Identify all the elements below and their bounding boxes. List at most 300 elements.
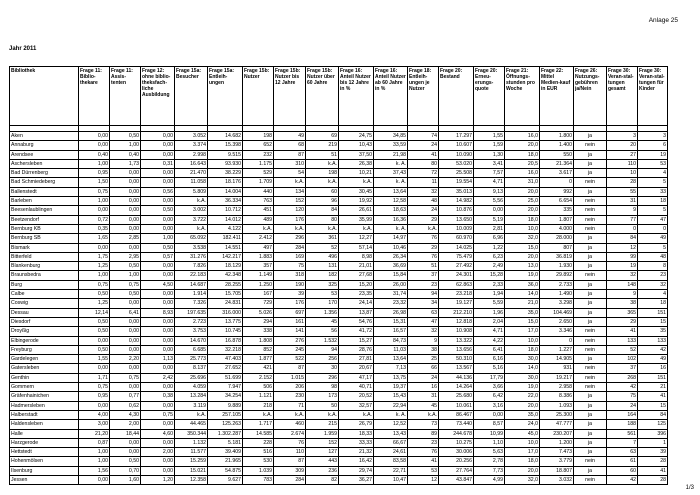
table-row: [10, 280, 668, 289]
table-cell: 0,62: [110, 401, 141, 410]
table-cell: 152: [274, 197, 306, 206]
table-cell: 15: [638, 317, 668, 326]
table-cell: 219: [306, 141, 339, 150]
table-cell: 365: [607, 308, 638, 317]
table-cell: 1,59: [474, 141, 505, 150]
table-cell: 0,00: [474, 410, 505, 419]
table-cell: 2.998: [175, 150, 208, 159]
table-cell: 0,00: [141, 336, 175, 345]
table-cell: 0,00: [110, 448, 141, 457]
table-cell: 30,0: [505, 373, 540, 382]
table-cell: 1,20: [141, 475, 175, 484]
page-number: 1/3: [685, 485, 694, 491]
table-cell: ja: [574, 448, 607, 457]
table-row: [10, 141, 668, 150]
table-cell: 9,13: [474, 187, 505, 196]
table-cell: 1,00: [110, 271, 141, 280]
table-cell: 73.440: [439, 420, 474, 429]
table-cell: 19.217: [540, 373, 574, 382]
table-cell: 47,17: [339, 373, 374, 382]
table-cell: k. A.: [374, 224, 408, 233]
table-cell: 80: [408, 159, 439, 168]
table-cell: 516: [243, 448, 274, 457]
table-cell: 0,00: [110, 317, 141, 326]
table-cell: 0,50: [110, 132, 141, 141]
table-cell: 18.176: [208, 178, 243, 187]
table-cell: 23.218: [439, 290, 474, 299]
table-cell: 1.532: [306, 336, 339, 345]
table-cell: 18,0: [505, 150, 540, 159]
table-cell: 29: [408, 243, 439, 252]
table-cell: 1.175: [243, 159, 274, 168]
library-statistics-table: [9, 66, 668, 485]
table-cell: 1.877: [243, 355, 274, 364]
table-cell: 318: [274, 271, 306, 280]
table-cell: 4: [638, 290, 668, 299]
table-cell: 0,00: [110, 197, 141, 206]
table-cell: 0,50: [110, 290, 141, 299]
table-cell: ja: [574, 290, 607, 299]
table-cell: 0,00: [79, 141, 110, 150]
header-row: [10, 67, 668, 126]
table-cell: k.A.: [243, 224, 274, 233]
table-cell: 86.467: [439, 410, 474, 419]
table-row: [10, 178, 668, 187]
library-name-cell: Halberstadt: [10, 410, 79, 419]
table-cell: 0,70: [110, 466, 141, 475]
table-cell: 36,0: [505, 280, 540, 289]
table-cell: ja: [574, 410, 607, 419]
table-cell: 0,00: [141, 150, 175, 159]
table-cell: 0,56: [141, 187, 175, 196]
table-cell: 32,0: [505, 475, 540, 484]
table-cell: 2,04: [474, 317, 505, 326]
table-cell: 20,0: [505, 141, 540, 150]
table-cell: 0,00: [110, 243, 141, 252]
header-cell: Frage 30: Veran-stal-tungen gesamt: [607, 67, 638, 126]
table-cell: 522: [274, 355, 306, 364]
table-cell: 3.374: [175, 141, 208, 150]
table-cell: ja: [574, 392, 607, 401]
table-cell: 3.346: [540, 327, 574, 336]
table-cell: 6: [638, 141, 668, 150]
table-cell: 14,97: [374, 234, 408, 243]
year-label: Jahr 2011: [9, 46, 37, 52]
table-cell: ja: [574, 355, 607, 364]
table-cell: 54.875: [208, 466, 243, 475]
table-cell: 27,68: [339, 271, 374, 280]
header-cell: Frage 11: Biblio-thekare: [79, 67, 110, 126]
library-name-cell: Bad Dürrenberg: [10, 169, 79, 178]
table-cell: nein: [574, 383, 607, 392]
table-cell: 21,01: [339, 262, 374, 271]
table-cell: 21.470: [175, 169, 208, 178]
table-cell: 49: [638, 355, 668, 364]
table-cell: 1,71: [79, 373, 110, 382]
table-cell: 17,0: [505, 448, 540, 457]
table-cell: 0,95: [79, 392, 110, 401]
table-cell: 1,65: [79, 234, 110, 243]
table-cell: 37: [408, 271, 439, 280]
table-cell: 0,50: [141, 206, 175, 215]
table-cell: 43.847: [439, 475, 474, 484]
table-cell: 15.021: [175, 466, 208, 475]
table-cell: 48: [638, 252, 668, 261]
table-cell: 4,50: [141, 280, 175, 289]
table-cell: 55: [607, 187, 638, 196]
table-cell: 34.254: [208, 392, 243, 401]
table-cell: 66,67: [374, 438, 408, 447]
table-cell: ja: [574, 150, 607, 159]
table-cell: 36.819: [540, 252, 574, 261]
table-cell: nein: [574, 215, 607, 224]
table-cell: 1,55: [79, 355, 110, 364]
table-cell: 0,00: [141, 141, 175, 150]
table-cell: 27,81: [339, 355, 374, 364]
table-cell: 2.674: [274, 429, 306, 438]
table-cell: 12.818: [439, 317, 474, 326]
table-cell: 120: [274, 206, 306, 215]
header-cell: Frage 20: Erneu-erungs-quote: [474, 67, 505, 126]
header-cell: Frage 12: ohne biblio-theksfach-liche Ausbildung: [141, 67, 175, 126]
table-cell: 151: [638, 373, 668, 382]
table-cell: 33,33: [339, 438, 374, 447]
table-cell: 1.807: [540, 215, 574, 224]
table-cell: 89: [408, 429, 439, 438]
table-cell: 530: [243, 457, 274, 466]
table-cell: 4,30: [110, 410, 141, 419]
table-cell: 29: [607, 317, 638, 326]
table-row: [10, 448, 668, 457]
table-cell: 84: [306, 206, 339, 215]
table-cell: 1,00: [141, 234, 175, 243]
table-cell: 0,00: [79, 475, 110, 484]
table-cell: 31,74: [374, 290, 408, 299]
table-cell: 27: [607, 150, 638, 159]
table-cell: 2,33: [474, 280, 505, 289]
table-cell: k.A.: [306, 159, 339, 168]
table-cell: 142.217: [208, 252, 243, 261]
table-cell: 1.808: [243, 336, 274, 345]
table-cell: nein: [574, 345, 607, 354]
table-cell: 7.473: [540, 448, 574, 457]
table-cell: 8,93: [141, 308, 175, 317]
table-cell: 10.607: [439, 141, 474, 150]
table-cell: 335: [540, 206, 574, 215]
table-cell: ja: [574, 308, 607, 317]
table-cell: k.A.: [408, 410, 439, 419]
header-cell: Frage 11: Assis-tenten: [110, 67, 141, 126]
table-cell: 24,14: [339, 299, 374, 308]
table-cell: k.A.: [274, 224, 306, 233]
table-cell: 98: [306, 383, 339, 392]
table-cell: 93.930: [208, 159, 243, 168]
table-cell: 13,64: [374, 187, 408, 196]
table-cell: 0,95: [79, 169, 110, 178]
table-cell: 14.670: [175, 336, 208, 345]
table-cell: 39: [638, 448, 668, 457]
table-cell: ja: [574, 280, 607, 289]
table-cell: 0,31: [141, 159, 175, 168]
table-cell: 14.004: [208, 187, 243, 196]
table-cell: 31,0: [505, 178, 540, 187]
table-cell: 54,76: [339, 317, 374, 326]
table-cell: 32: [607, 271, 638, 280]
table-cell: 3.617: [540, 169, 574, 178]
table-cell: 39.409: [208, 448, 243, 457]
table-cell: 87: [274, 364, 306, 373]
table-cell: 276: [274, 336, 306, 345]
table-cell: 357: [243, 262, 274, 271]
table-cell: 24: [408, 141, 439, 150]
table-cell: 27.492: [439, 262, 474, 271]
table-cell: 56: [306, 327, 339, 336]
table-row: [10, 429, 668, 438]
table-cell: 0,00: [141, 327, 175, 336]
table-cell: 0,50: [79, 345, 110, 354]
table-row: [10, 224, 668, 233]
library-name-cell: Bad Schmiedeberg: [10, 178, 79, 187]
library-name-cell: Beesenlaublingen: [10, 206, 79, 215]
table-cell: 42.348: [208, 271, 243, 280]
table-cell: 0,00: [110, 336, 141, 345]
table-cell: 10,43: [339, 141, 374, 150]
table-row: [10, 150, 668, 159]
table-cell: 96: [306, 197, 339, 206]
table-cell: k.A.: [339, 224, 374, 233]
table-cell: 32: [408, 187, 439, 196]
table-cell: 8,98: [339, 252, 374, 261]
table-cell: 76: [408, 234, 439, 243]
table-row: [10, 187, 668, 196]
table-cell: 0: [607, 224, 638, 233]
table-cell: 102: [607, 355, 638, 364]
table-cell: 1,75: [79, 252, 110, 261]
table-cell: 125.263: [208, 420, 243, 429]
table-cell: ja: [574, 466, 607, 475]
table-cell: 76: [408, 448, 439, 457]
table-cell: 8,57: [474, 420, 505, 429]
table-cell: 28.255: [208, 280, 243, 289]
library-name-cell: Bitterfeld: [10, 252, 79, 261]
library-name-cell: Halle: [10, 429, 79, 438]
table-cell: 38: [607, 299, 638, 308]
table-cell: ja: [574, 401, 607, 410]
table-cell: 1.250: [243, 280, 274, 289]
table-cell: 2.650: [540, 317, 574, 326]
table-cell: 16,36: [374, 215, 408, 224]
table-cell: 47: [638, 215, 668, 224]
table-cell: 14.905: [540, 355, 574, 364]
table-cell: 20,0: [505, 466, 540, 475]
table-cell: 0,00: [141, 262, 175, 271]
table-cell: 1.200: [540, 438, 574, 447]
table-cell: 1,25: [79, 262, 110, 271]
table-cell: 23,35: [339, 290, 374, 299]
table-cell: 2.152: [243, 373, 274, 382]
table-cell: ja: [574, 159, 607, 168]
table-cell: 23: [408, 438, 439, 447]
table-cell: 69: [306, 132, 339, 141]
table-cell: 16: [638, 364, 668, 373]
table-cell: 12,14: [79, 308, 110, 317]
table-cell: 33: [638, 187, 668, 196]
table-cell: 131: [306, 262, 339, 271]
table-cell: 13.656: [439, 345, 474, 354]
table-cell: 256: [306, 355, 339, 364]
table-row: [10, 373, 668, 382]
table-row: [10, 401, 668, 410]
table-cell: 134: [274, 187, 306, 196]
table-cell: 4,00: [79, 410, 110, 419]
table-cell: 1.356: [306, 308, 339, 317]
table-cell: 1.400: [540, 141, 574, 150]
table-cell: 32,57: [339, 401, 374, 410]
library-name-cell: Hohenmölsen: [10, 457, 79, 466]
table-cell: 10,99: [474, 429, 505, 438]
table-cell: 5,16: [474, 364, 505, 373]
library-name-cell: Haldensleben: [10, 420, 79, 429]
table-cell: 6.654: [540, 197, 574, 206]
table-cell: 42: [607, 383, 638, 392]
table-cell: 529: [243, 169, 274, 178]
table-cell: 25: [408, 355, 439, 364]
table-cell: 7,73: [474, 466, 505, 475]
table-cell: 9: [607, 290, 638, 299]
table-cell: 310: [274, 159, 306, 168]
table-cell: 7,57: [474, 169, 505, 178]
table-cell: 5,19: [474, 215, 505, 224]
table-row: [10, 262, 668, 271]
table-cell: 1.039: [243, 466, 274, 475]
table-cell: 1.717: [243, 420, 274, 429]
table-cell: 35.013: [439, 187, 474, 196]
table-cell: 29.892: [540, 271, 574, 280]
table-cell: 110: [607, 159, 638, 168]
table-cell: 1.093: [540, 401, 574, 410]
table-cell: 18,0: [505, 215, 540, 224]
table-cell: 12,27: [339, 234, 374, 243]
table-cell: 151: [638, 308, 668, 317]
table-cell: 0,00: [110, 364, 141, 373]
table-cell: 3.052: [175, 132, 208, 141]
table-cell: 20.256: [439, 457, 474, 466]
header-cell: Frage 16: Anteil Nutzer ab 60 Jahre in %: [374, 67, 408, 126]
table-cell: 9: [408, 336, 439, 345]
table-cell: 506: [243, 383, 274, 392]
table-cell: 0,40: [110, 150, 141, 159]
table-cell: 188: [607, 420, 638, 429]
header-cell: Frage 15b: Nutzer: [243, 67, 274, 126]
table-cell: 32: [408, 327, 439, 336]
table-cell: 152: [306, 438, 339, 447]
table-cell: 19: [638, 150, 668, 159]
table-cell: 0,00: [141, 290, 175, 299]
header-cell: Frage 20: Bestand: [439, 67, 474, 126]
table-cell: 13.650: [439, 215, 474, 224]
table-cell: 0,75: [79, 280, 110, 289]
table-cell: 15,0: [505, 243, 540, 252]
table-cell: 29: [408, 215, 439, 224]
header-cell: Frage 22: Mittel Medien-kauf in EUR: [540, 67, 574, 126]
library-name-cell: Jessen: [10, 475, 79, 484]
table-cell: 1,25: [79, 299, 110, 308]
table-cell: 2,81: [474, 224, 505, 233]
table-cell: 41: [607, 327, 638, 336]
table-cell: 13.284: [175, 392, 208, 401]
table-cell: ja: [574, 262, 607, 271]
table-cell: 852: [243, 345, 274, 354]
library-name-cell: Bernburg KB: [10, 224, 79, 233]
table-cell: 3.722: [175, 215, 208, 224]
table-cell: 0,50: [141, 243, 175, 252]
table-cell: 3: [638, 132, 668, 141]
table-cell: 0,50: [79, 290, 110, 299]
table-cell: 82: [306, 475, 339, 484]
library-name-cell: Droyßig: [10, 327, 79, 336]
table-cell: 21.965: [208, 457, 243, 466]
table-cell: 729: [243, 299, 274, 308]
table-cell: 47: [408, 317, 439, 326]
table-cell: 992: [540, 187, 574, 196]
table-cell: 8.137: [175, 364, 208, 373]
table-cell: 45,0: [505, 429, 540, 438]
table-cell: 0,00: [79, 206, 110, 215]
table-cell: 190: [274, 280, 306, 289]
table-cell: 31: [607, 197, 638, 206]
table-cell: 35,99: [339, 215, 374, 224]
table-cell: 45: [306, 317, 339, 326]
library-name-cell: Barleben: [10, 197, 79, 206]
table-cell: 0,38: [141, 392, 175, 401]
table-cell: 75: [607, 392, 638, 401]
table-cell: 1.121: [243, 392, 274, 401]
table-cell: 133: [638, 336, 668, 345]
table-row: [10, 234, 668, 243]
table-cell: 350.344: [175, 429, 208, 438]
table-cell: 3,41: [474, 159, 505, 168]
table-cell: 10,0: [505, 438, 540, 447]
table-row: [10, 215, 668, 224]
table-cell: 22,94: [374, 401, 408, 410]
table-cell: k.A.: [274, 410, 306, 419]
table-cell: ja: [574, 169, 607, 178]
table-cell: 53: [638, 159, 668, 168]
table-cell: 141: [274, 327, 306, 336]
table-cell: 0,75: [79, 187, 110, 196]
table-cell: 26,61: [339, 206, 374, 215]
table-cell: 931: [540, 364, 574, 373]
table-cell: 161: [274, 317, 306, 326]
table-cell: nein: [574, 197, 607, 206]
table-cell: 1,50: [79, 178, 110, 187]
table-row: [10, 457, 668, 466]
table-cell: 2,49: [474, 262, 505, 271]
table-cell: 244.678: [439, 429, 474, 438]
library-name-cell: Diesdorf: [10, 317, 79, 326]
table-cell: 28: [638, 457, 668, 466]
table-row: [10, 466, 668, 475]
table-cell: 12,52: [374, 420, 408, 429]
table-cell: 48: [408, 197, 439, 206]
table-cell: 26,38: [339, 159, 374, 168]
table-cell: 28.000: [540, 234, 574, 243]
table-cell: 11: [408, 178, 439, 187]
table-cell: 15.259: [175, 457, 208, 466]
table-row: [10, 197, 668, 206]
table-cell: 110: [274, 448, 306, 457]
table-cell: 0,00: [110, 438, 141, 447]
